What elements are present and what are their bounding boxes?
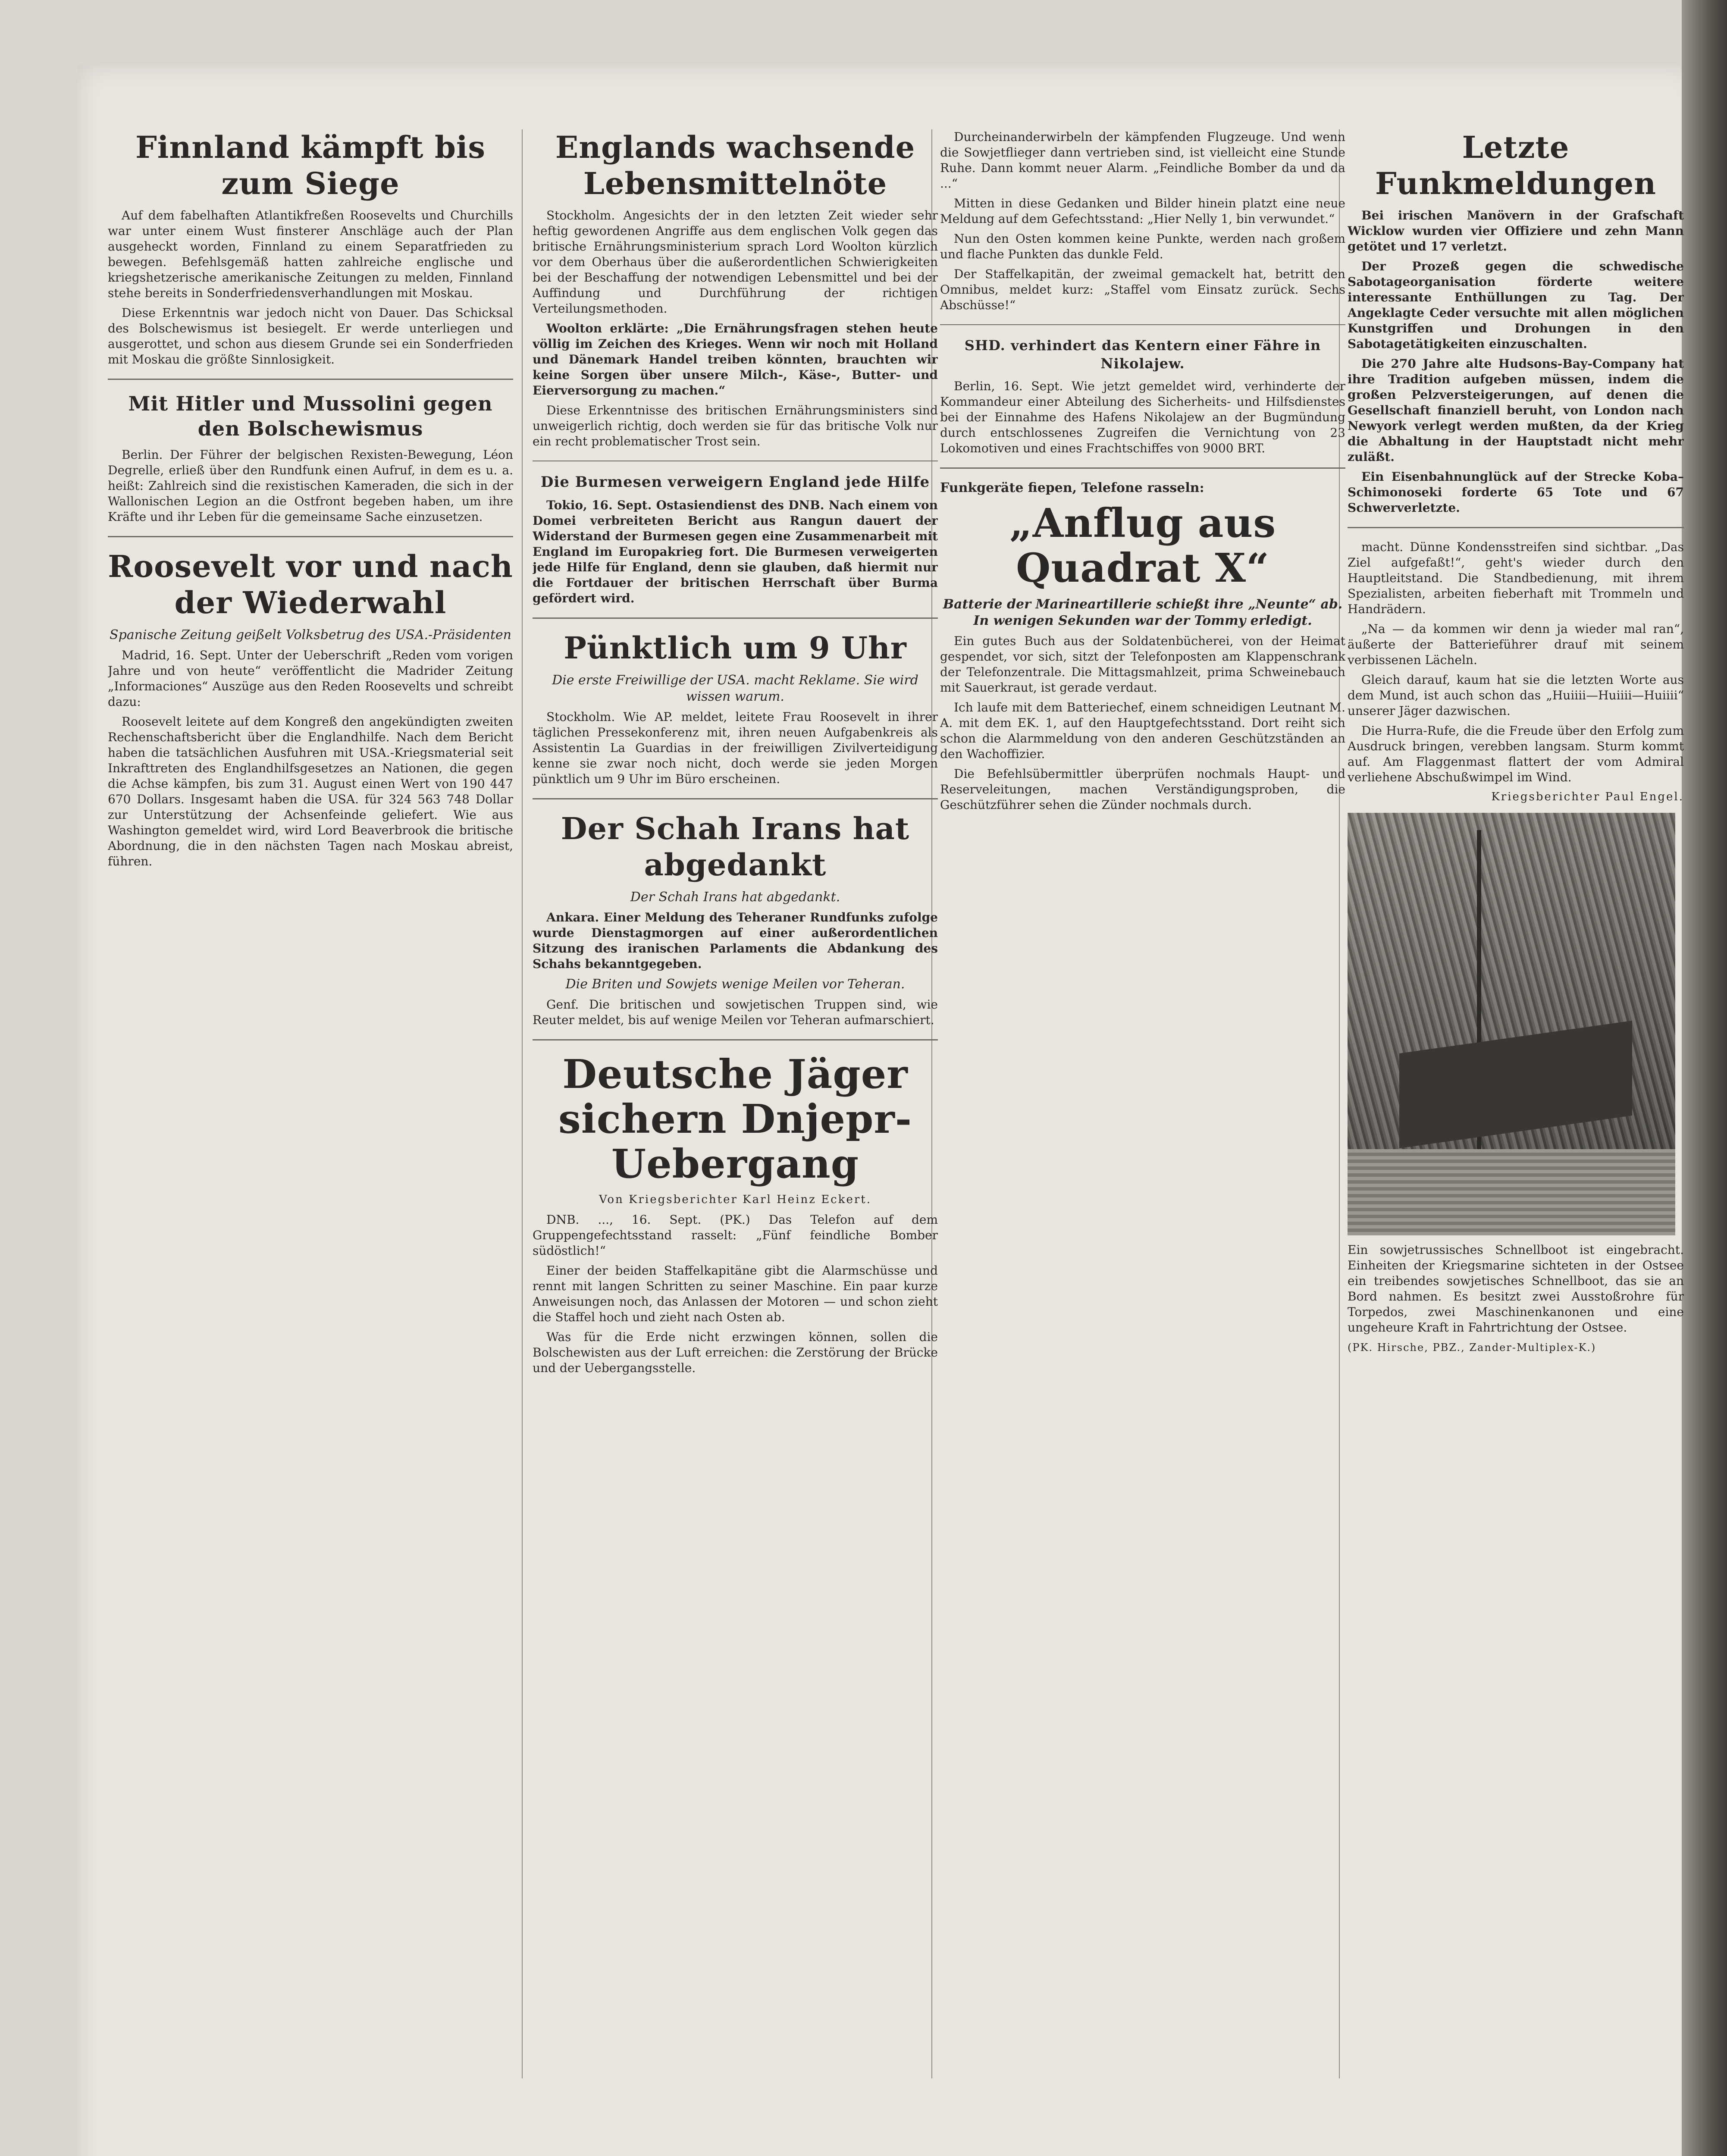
article-paragraph: Die 270 Jahre alte Hudsons-Bay-Company hat ihre Tradition aufgeben müssen, indem die großen Pelzversteigerungen, auf denen die Gesellschaft finanziell beruht, von London nach Newyork verlegt werden mußten, da der Krieg die Abhaltung in der Hauptstadt nicht mehr zuläßt.	[1348, 357, 1684, 464]
headline-puenktlich: Pünktlich um 9 Uhr	[564, 630, 907, 666]
article-paragraph: Ein Eisenbahnunglück auf der Strecke Koba–Schimonoseki forderte 65 Tote und 67 Schwerverletzte.	[1348, 470, 1684, 515]
article-separator	[108, 536, 513, 537]
photo-schnellboot	[1348, 813, 1675, 1235]
article-paragraph: Woolton erklärte: „Die Ernährungsfragen stehen heute völlig im Zeichen des Krieges. Wenn wir noch mit Holland und Dänemark Handel treiben könnten, brauchten wir keine Sorgen über unsere Milch-, Käse-, Butter- und Eierversorgung zu machen.“	[533, 321, 938, 398]
article-paragraph: Ich laufe mit dem Batteriechef, einem schneidigen Leutnant M. A. mit dem EK. 1, auf den Hauptgefechtsstand. Dort reiht sich schon die Alarmmeldung von den anderen Geschützständen an den Wachoffizier.	[940, 700, 1345, 761]
article-separator	[940, 324, 1345, 325]
article-subhead: Spanische Zeitung geißelt Volksbetrug des USA.-Präsidenten	[110, 627, 511, 642]
article-paragraph: Stockholm. Wie AP. meldet, leitete Frau Roosevelt in ihrer täglichen Pressekonferenz mit, ihren neuen Aufgabenkreis als Assistentin La Guardias in der freiwilligen Zivilverteidigung kenne sie zwar noch nicht, doch werde sie jeden Morgen pünktlich um 9 Uhr im Büro erscheinen.	[533, 710, 938, 786]
article-subhead: Die Briten und Sowjets wenige Meilen vor Teheran.	[565, 977, 905, 992]
photo-water-shape	[1348, 1149, 1675, 1235]
article-paragraph: Nun den Osten kommen keine Punkte, werden nach großem und flache Punkten das dunkle Feld.	[940, 232, 1345, 261]
article-paragraph: Stockholm. Angesichts der in den letzten Zeit wieder sehr heftig gewordenen Angriffe aus dem englischen Volk gegen das britische Ernährungsministerium sprach Lord Woolton kürzlich vor dem Oberhaus über die außerordentlichen Schwierigkeiten bei der Beschaffung der notwendigen Lebensmittel und bei der Auffindung und Durchführung der richtigen Verteilungsmethoden.	[533, 208, 938, 316]
article-separator	[533, 617, 938, 619]
article-paragraph: Mitten in diese Gedanken und Bilder hinein platzt eine neue Meldung auf dem Gefechtsstand: „Hier Nelly 1, bin verwundet.“	[940, 196, 1345, 226]
article-paragraph: Gleich darauf, kaum hat sie die letzten Worte aus dem Mund, ist auch schon das „Huiiii—Huiiii—Huiiii“ unserer Jäger dazwischen.	[1348, 673, 1684, 718]
article-separator	[940, 467, 1345, 469]
article-paragraph: Ein gutes Buch aus der Soldatenbücherei, von der Heimat gespendet, vor sich, sitzt der Telefonposten am Klappenschrank der Telefonzentrale. Die Mittagsmahlzeit, prima Schweinebauch mit Sauerkraut, ist gerade verdaut.	[940, 634, 1345, 695]
headline-letzte-funkmeldungen: Letzte Funkmeldungen	[1375, 129, 1657, 201]
headline-schah-irans: Der Schah Irans hat abgedankt	[561, 811, 910, 883]
article-paragraph: Diese Erkenntnis war jedoch nicht von Dauer. Das Schicksal des Bolschewismus ist besiegelt. Er werde unterliegen und ausgerottet, und schon aus diesem Grunde sei ein Sonderfrieden mit Moskau die größte Sinnlosigkeit.	[108, 306, 513, 367]
headline-anflug-quadrat-x: „Anflug aus Quadrat X“	[1009, 500, 1276, 591]
article-paragraph: Auf dem fabelhaften Atlantikfreßen Roosevelts und Churchills war unter einem Wust finsterer Anschläge auch der Plan ausgeheckt worden, Finnland zu einem Separatfrieden zu bewegen. Befehlsgemäß hatten zahlreiche englische und kriegshetzerische amerikanische Zeitungen zu melden, Finnland stehe bereits in Sonderfriedensverhandlungen mit Moskau.	[108, 208, 513, 300]
article-paragraph: Durcheinanderwirbeln der kämpfenden Flugzeuge. Und wenn die Sowjetflieger dann vertrieben sind, ist vielleicht eine Stunde Ruhe. Dann kommt neuer Alarm. „Feindliche Bomber da und da ...“	[940, 130, 1345, 191]
article-paragraph: Der Staffelkapitän, der zweimal gemackelt hat, betritt den Omnibus, meldet kurz: „Staffel vom Einsatz zurück. Sechs Abschüsse!“	[940, 267, 1345, 312]
article-paragraph: Roosevelt leitete auf dem Kongreß den angekündigten zweiten Rechenschaftsbericht über die Englandhilfe. Nach dem Bericht haben die tatsächlichen Ausfuhren mit USA.-Kriegsmaterial seit Inkrafttreten des Englandhilfsgesetzes an Nationen, die gegen die Achse kämpfen, bis zum 31. August einen Wert von 190 447 670 Dollars. Insgesamt haben die USA. für 324 563 748 Dollar zur Unterstützung der Achsenfeinde geliefert. Wie aus Washington gemeldet wird, wird Lord Beaverbrook die britische Abordnung, die in den nächsten Tagen nach Moskau abreist, führen.	[108, 714, 513, 868]
article-paragraph: DNB. ..., 16. Sept. (PK.) Das Telefon auf dem Gruppengefechtsstand rasselt: „Fünf feindliche Bomber südöstlich!“	[533, 1213, 938, 1258]
headline-deutsche-jaeger: Deutsche Jäger sichern Dnjepr-Uebergang	[558, 1051, 912, 1187]
article-subhead: Batterie der Marineartillerie schießt ihre „Neunte“ ab. In wenigen Sekunden war der Tommy erledigt.	[943, 597, 1343, 628]
photo-source: (PK. Hirsche, PBZ., Zander-Multiplex-K.)	[1348, 1341, 1596, 1354]
photo-hull-shape	[1399, 1021, 1632, 1148]
column-3	[940, 129, 1345, 2078]
article-paragraph: „Na — da kommen wir denn ja wieder mal ran“, äußerte der Batterieführer drauf mit seinem verbissenen Lächeln.	[1348, 622, 1684, 667]
article-paragraph: Tokio, 16. Sept. Ostasiendienst des DNB. Nach einem von Domei verbreiteten Bericht aus Rangun dauert der Widerstand der Burmesen gegen eine Zusammenarbeit mit England im Europakrieg fort. Die Burmesen verweigerten jede Hilfe für England, denn sie glauben, daß hiermit nur die Fortdauer der britischen Herrschaft über Burma gefördert wird.	[533, 498, 938, 605]
column-divider	[522, 129, 523, 2078]
article-paragraph: Die Hurra-Rufe, die die Freude über den Erfolg zum Ausdruck bringen, verebben langsam. Sturm kommt auf. Am Flaggenmast flattert der vom Admiral verliehene Abschußwimpel im Wind.	[1348, 724, 1684, 784]
article-paragraph: Was für die Erde nicht erzwingen können, sollen die Bolschewisten aus der Luft erreichen: die Zerstörung der Brücke und der Uebergangsstelle.	[533, 1330, 938, 1375]
article-paragraph: Berlin. Der Führer der belgischen Rexisten-Bewegung, Léon Degrelle, erließ über den Rundfunk einen Aufruf, in dem es u. a. heißt: Zahlreich sind die rexistischen Kameraden, die sich in der Wallonischen Legion an die Ostfront begeben haben, um ihre Kräfte und ihr Leben für die gemeinsame Sache einzusetzen.	[108, 448, 513, 524]
article-byline: Kriegsberichter Paul Engel.	[1491, 790, 1684, 803]
article-paragraph: Die Befehlsübermittler überprüfen nochmals Haupt- und Reserveleitungen, machen Verständigungsproben, die Geschützführer sehen die Zünder nochmals durch.	[940, 767, 1345, 812]
article-paragraph: macht. Dünne Kondensstreifen sind sichtbar. „Das Ziel aufgefaßt!“, geht's wieder durch den Hauptleitstand. Die Standbedienung, mit ihrem Spezialisten, arbeiten fieberhaft mit Trommeln und Handrädern.	[1348, 540, 1684, 616]
headline-roosevelt: Roosevelt vor und nach der Wiederwahl	[108, 548, 513, 620]
article-separator	[108, 379, 513, 380]
article-paragraph: Madrid, 16. Sept. Unter der Ueberschrift „Reden vom vorigen Jahre und von heute“ veröffentlicht die Madrider Zeitung „Informaciones“ Auszüge aus den Reden Roosevelts und schreibt dazu:	[108, 648, 513, 709]
article-paragraph: Bei irischen Manövern in der Grafschaft Wicklow wurden vier Offiziere und zehn Mann getötet und 17 verletzt.	[1348, 208, 1684, 254]
headline-englands-lebensmittelnoete: Englands wachsende Lebensmittelnöte	[555, 129, 915, 201]
article-kicker: Funkgeräte fiepen, Telefone rasseln:	[940, 480, 1204, 495]
article-paragraph: Genf. Die britischen und sowjetischen Truppen sind, wie Reuter meldet, bis auf wenige Meilen vor Teheran aufmarschiert.	[533, 997, 938, 1027]
column-4	[1348, 129, 1684, 2078]
article-subhead: Die erste Freiwillige der USA. macht Reklame. Sie wird wissen warum.	[552, 673, 918, 704]
page-edge-shadow	[1682, 0, 1727, 2156]
article-paragraph: Berlin, 16. Sept. Wie jetzt gemeldet wird, verhinderte der Kommandeur einer Abteilung des Sicherheits- und Hilfsdienstes bei der Einnahme des Hafens Nikolajew an der Bugmündung durch entschlossenes Zugreifen die Vernichtung von 23 Lokomotiven und eines Frachtschiffes von 9000 BRT.	[940, 379, 1345, 455]
article-separator	[1348, 527, 1684, 528]
article-separator	[533, 798, 938, 799]
headline-finnland: Finnland kämpft bis zum Siege	[135, 129, 486, 201]
article-byline: Von Kriegsberichter Karl Heinz Eckert.	[599, 1193, 872, 1206]
article-paragraph: Einer der beiden Staffelkapitäne gibt die Alarmschüsse und rennt mit langen Schritten zu seiner Maschine. Ein paar kurze Anweisungen noch, das Anlassen der Motoren — und schon zieht die Staffel hoch und zieht nach Osten ab.	[533, 1263, 938, 1324]
photo-caption: Ein sowjetrussisches Schnellboot ist eingebracht. Einheiten der Kriegsmarine sichteten in der Ostsee ein treibendes sowjetisches Schnellboot, das sie an Bord nahmen. Es besitzt zwei Ausstoßrohre für Torpedos, zwei Maschinenkanonen und eine ungeheure Kraft in Fahrtrichtung der Ostsee.	[1348, 1243, 1684, 1335]
headline-burmesen: Die Burmesen verweigern England jede Hilfe	[540, 473, 930, 491]
headline-shd-nikolajew: SHD. verhindert das Kentern einer Fähre in Nikolajew.	[964, 337, 1321, 372]
headline-hitler-mussolini: Mit Hitler und Mussolini gegen den Bolschewismus	[128, 392, 493, 440]
article-subhead: Der Schah Irans hat abgedankt.	[630, 890, 840, 905]
article-separator	[533, 1039, 938, 1040]
article-paragraph: Diese Erkenntnisse des britischen Ernährungsministers sind unweigerlich richtig, doch werden sie für das britische Volk nur ein recht problematischer Trost sein.	[533, 403, 938, 448]
column-1	[108, 129, 513, 2078]
article-paragraph: Ankara. Einer Meldung des Teheraner Rundfunks zufolge wurde Dienstagmorgen auf einer außerordentlichen Sitzung des iranischen Parlaments die Abdankung des Schahs bekanntgegeben.	[533, 910, 938, 971]
article-paragraph: Der Prozeß gegen die schwedische Sabotageorganisation förderte weitere interessante Enthüllungen zu Tag. Der Angeklagte Ceder versuchte mit allen möglichen Kunstgriffen und Drohungen in den Sabotagetätigkeiten einzuschalten.	[1348, 259, 1684, 351]
column-2	[533, 129, 938, 2078]
